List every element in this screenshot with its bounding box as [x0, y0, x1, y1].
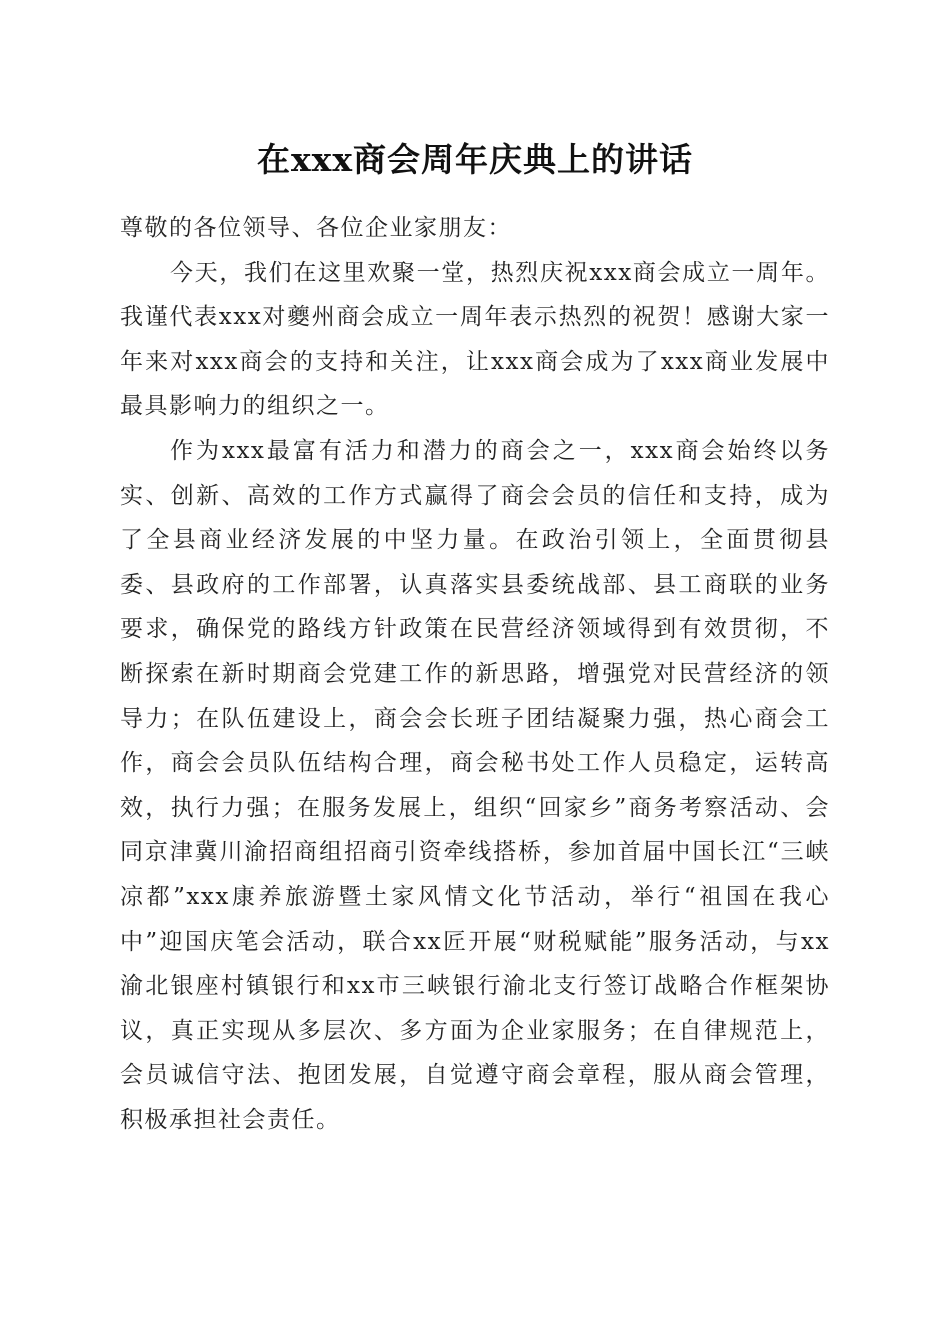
document-body [120, 206, 830, 1142]
paragraph-1: 今天，我们在这里欢聚一堂，热烈庆祝xxx商会成立一周年。我谨代表xxx对夔州商会成立一周年表示热烈的祝贺！感谢大家一年来对xxx商会的支持和关注，让xxx商会成为了xxx商业发展中最具影响力的组织之一。 [120, 259, 830, 420]
paragraph-2: 作为xxx最富有活力和潜力的商会之一，xxx商会始终以务实、创新、高效的工作方式赢得了商会会员的信任和支持，成为了全县商业经济发展的中坚力量。在政治引领上，全面贯彻县委、县政府的工作部署，认真落实县委统战部、县工商联的业务要求，确保党的路线方针政策在民营经济领域得到有效贯彻，不断探索在新时期商会党建工作的新思路，增强党对民营经济的领导力；在队伍建设上，商会会长班子团结凝聚力强，热心商会工作，商会会员队伍结构合理，商会秘书处工作人员稳定，运转高效，执行力强；在服务发展上，组织“回家乡”商务考察活动、会同京津冀川渝招商组招商引资牵线搭桥，参加首届中国长江“三峡凉都”xxx康养旅游暨土家风情文化节活动，举行“祖国在我心中”迎国庆笔会活动，联合xx匠开展“财税赋能”服务活动，与xx渝北银座村镇银行和xx市三峡银行渝北支行签订战略合作框架协议，真正实现从多层次、多方面为企业家服务；在自律规范上，会员诚信守法、抱团发展，自觉遵守商会章程，服从商会管理，积极承担社会责任。 [120, 437, 830, 1133]
salutation: 尊敬的各位领导、各位企业家朋友： [120, 215, 512, 241]
document-title: 在xxx商会周年庆典上的讲话 [256, 140, 694, 179]
